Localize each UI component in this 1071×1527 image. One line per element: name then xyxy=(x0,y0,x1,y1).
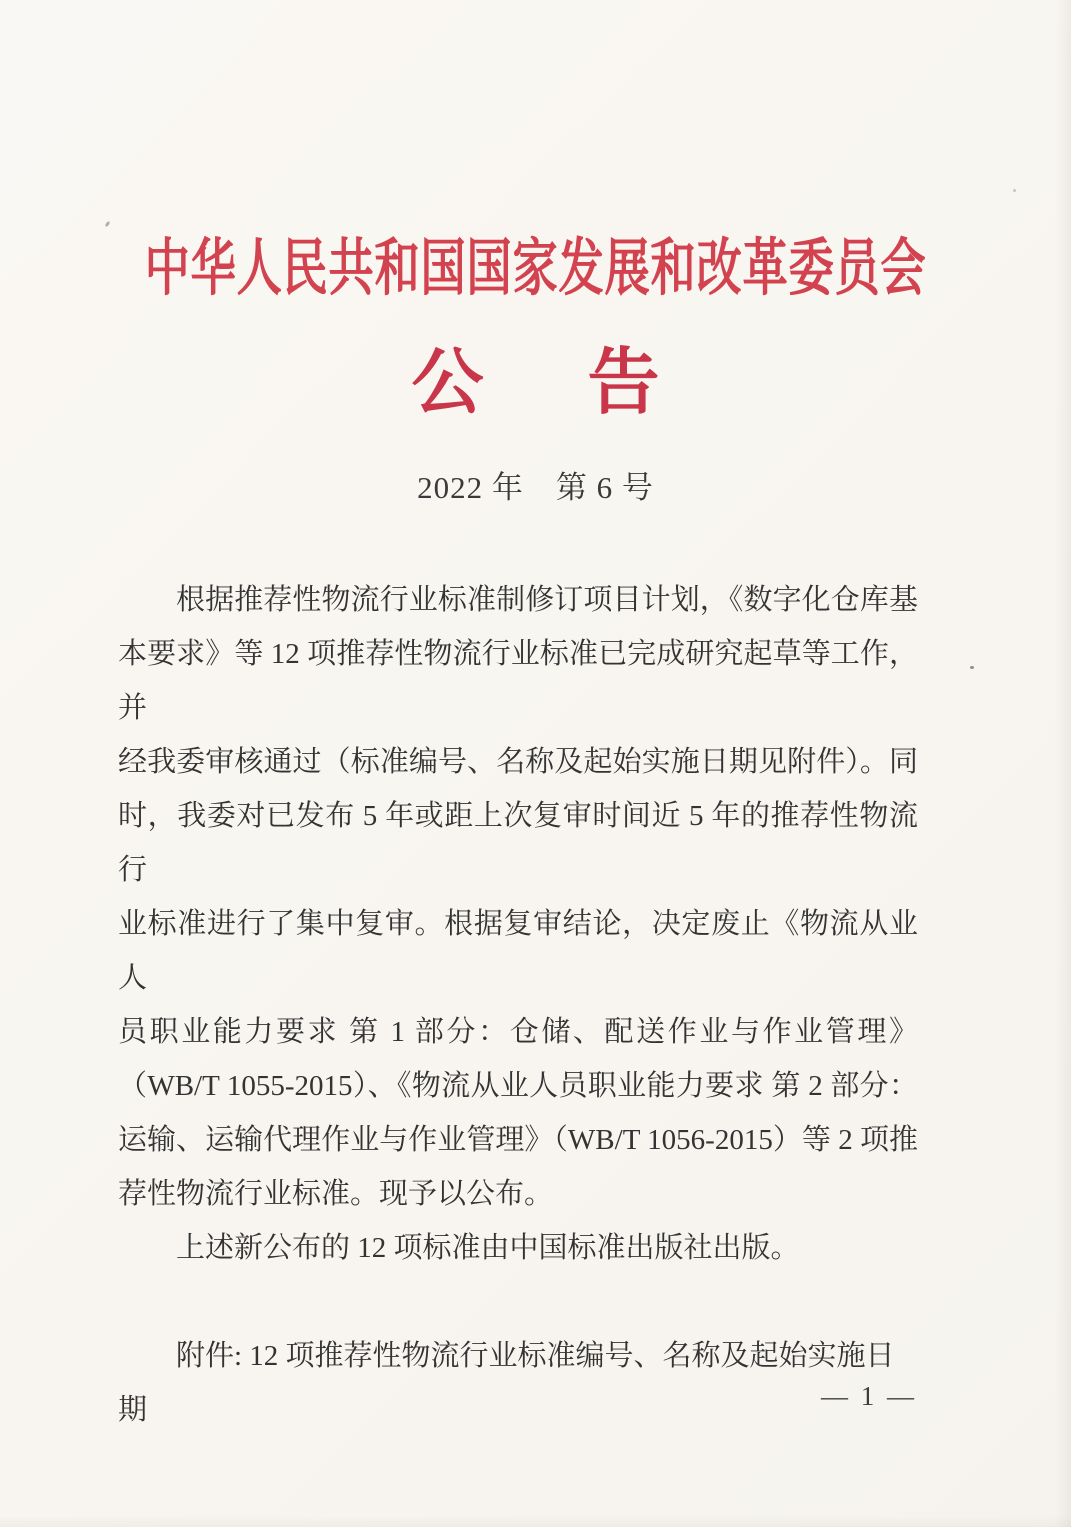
body-line: （WB/T 1055-2015）、《物流从业人员职业能力要求 第 2 部分： xyxy=(118,1070,918,1102)
page-number: — 1 — xyxy=(821,1381,917,1411)
body-line: 荐性物流行业标准。现予以公布。 xyxy=(118,1178,554,1210)
body-line: 经我委审核通过（标准编号、名称及起始实施日期见附件）。同 xyxy=(118,746,918,778)
notice-title-char-1: 公 xyxy=(411,343,484,423)
body-paragraph-2: 上述新公布的 12 项标准由中国标准出版社出版。 xyxy=(176,1232,800,1264)
attachment-line: 附件: 12 项推荐性物流行业标准编号、名称及起始实施日期 xyxy=(118,1340,895,1426)
body-line: 本要求》等 12 项推荐性物流行业标准已完成研究起草等工作，并 xyxy=(118,638,918,724)
body-line: 员职业能力要求 第 1 部分：仓储、配送作业与作业管理》 xyxy=(118,1016,918,1048)
issue-number-line: 2022 年 第 6 号 xyxy=(417,470,654,505)
issuing-organization-title xyxy=(0,218,1071,307)
body-line: 业标准进行了集中复审。根据复审结论，决定废止《物流从业人 xyxy=(118,908,918,994)
body-line: 时，我委对已发布 5 年或距上次复审时间近 5 年的推荐性物流行 xyxy=(118,800,918,886)
body-line: 运输、运输代理作业与作业管理》（WB/T 1056-2015）等 2 项推 xyxy=(118,1124,918,1156)
notice-title xyxy=(0,344,1071,423)
scan-speck xyxy=(1013,189,1016,192)
scan-speck xyxy=(970,666,974,669)
scan-edge-shadow-bottom xyxy=(0,1515,1071,1527)
document-body xyxy=(118,573,918,1437)
body-line: 根据推荐性物流行业标准制修订项目计划，《数字化仓库基 xyxy=(176,584,918,616)
notice-title-char-2: 告 xyxy=(587,343,660,423)
issuing-organization-title-text: 中华人民共和国国家发展和改革委员会 xyxy=(144,235,927,303)
